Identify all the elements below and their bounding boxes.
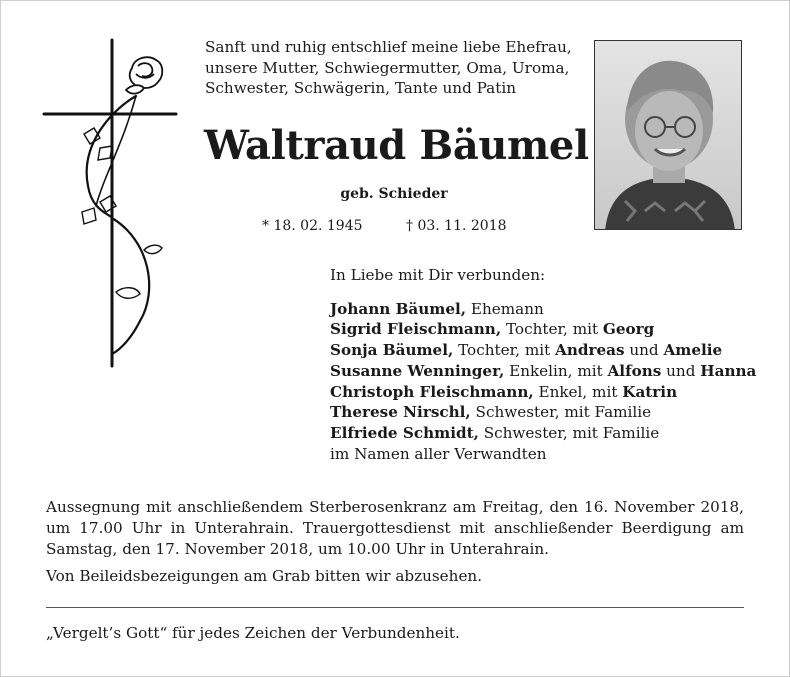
mourner-name: Sonja Bäumel, [330,341,454,360]
mourner-row [330,340,760,361]
mourner-row [330,319,760,340]
mourner-name: Sigrid Fleischmann, [330,320,502,339]
partner-name: Georg [602,320,655,339]
intro-text [205,37,585,99]
mourner-relation: Tochter, mit [453,341,556,360]
deceased-name: Waltraud Bäumel [204,122,589,169]
mourners-heading: In Liebe mit Dir verbunden: [330,266,546,284]
mourner-name: Johann Bäumel, [330,299,467,318]
mourner-relation: Schwester, mit Familie [478,423,660,442]
portrait-photo [594,40,742,230]
condolence-note: Von Beileidsbezeigungen am Grab bitten wir abzusehen. [46,567,483,585]
mourner-row [330,402,760,423]
service-text: Aussegnung mit anschließendem Sterberosenkranz am Freitag, den 16. November 2018, um 17.00 Uhr in Unterahrain. Trauergottesdienst mit anschließender Beerdigung am Samstag, den 17. November 2018, um 10.00 Uhr in Unterahrain. [46,498,744,558]
mourner-row [330,299,760,320]
mourner-relation: Enkelin, mit [504,361,608,380]
thanks-line: „Vergelt’s Gott“ für jedes Zeichen der Verbundenheit. [46,624,460,642]
mourner-relation: Enkel, mit [533,382,623,401]
intro-line: Sanft und ruhig entschlief meine liebe Ehefrau, [205,38,572,56]
mourners-closing: im Namen aller Verwandten [330,444,547,463]
mourners-block [330,265,760,464]
partner-name: Alfons [607,361,662,380]
conjunction: und [624,341,664,360]
partner-name: Andreas [555,341,625,360]
maiden-name: geb. Schieder [340,186,448,202]
mourner-relation: Tochter, mit [501,320,603,339]
mourner-relation: Schwester, mit Familie [470,403,652,422]
divider [46,607,744,608]
partner-name: Katrin [622,382,678,401]
mourner-row [330,361,760,382]
birth-date: * 18. 02. 1945 [262,218,363,234]
cross-with-rose-icon [40,36,180,376]
mourner-name: Christoph Fleischmann, [330,382,534,401]
intro-line: unsere Mutter, Schwiegermutter, Oma, Uroma, [205,58,570,77]
intro-line: Schwester, Schwägerin, Tante und Patin [205,79,516,97]
conjunction: und [661,361,701,380]
mourner-relation: Ehemann [466,299,544,318]
mourner-name: Therese Nirschl, [330,403,471,422]
mourner-name: Susanne Wenninger, [330,361,505,380]
child-name: Hanna [700,361,757,380]
mourner-name: Elfriede Schmidt, [330,423,479,442]
mourner-row [330,423,760,444]
mourner-row [330,382,760,403]
service-details [46,497,744,587]
death-date: † 03. 11. 2018 [406,218,507,234]
child-name: Amelie [663,341,723,360]
